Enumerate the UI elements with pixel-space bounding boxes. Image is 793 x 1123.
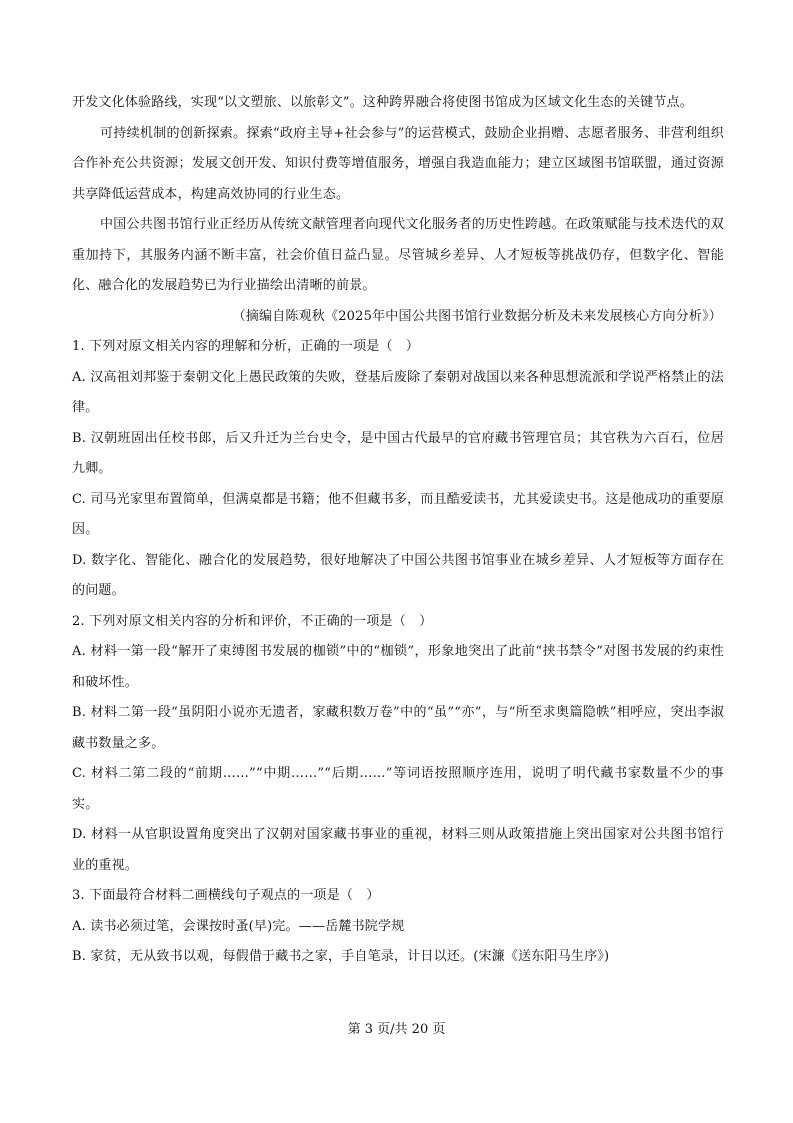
option-a: A. 汉高祖刘邦鉴于秦朝文化上愚民政策的失败，登基后废除了秦朝对战国以来各种思想流派和学说严格禁止的法律。 [72, 369, 724, 415]
option-b: B. 家贫，无从致书以观，每假借于藏书之家，手自笔录，计日以还。(宋濂《送东阳马生序》) [72, 949, 610, 964]
option-c: C. 材料二第二段的“前期……”“中期……”“后期……”等词语按照顺序连用，说明了明代藏书家数量不少的事实。 [72, 766, 724, 812]
passage-paragraph: 可持续机制的创新探索。探索“政府主导+社会参与”的运营模式，鼓励企业捐赠、志愿者服务、非营利组织合作补充公共资源；发展文创开发、知识付费等增值服务，增强自我造血能力；建立区域图书馆联盟，通过资源共享降低运营成本，构建高效协同的行业生态。 [72, 125, 724, 202]
passage-paragraph: 中国公共图书馆行业正经历从传统文献管理者向现代文化服务者的历史性跨越。在政策赋能与技术迭代的双重加持下，其服务内涵不断丰富，社会价值日益凸显。尽管城乡差异、人才短板等挑战仍存，但数字化、智能化、融合化的发展趋势已为行业描绘出清晰的前景。 [72, 217, 724, 293]
option-a: A. 读书必须过笔，会课按时蚤(早)完。——岳麓书院学规 [72, 918, 405, 934]
option-d: D. 材料一从官职设置角度突出了汉朝对国家藏书事业的重视，材料三则从政策措施上突出国家对公共图书馆行业的重视。 [72, 827, 724, 873]
passage [72, 88, 724, 973]
question-1 [72, 332, 724, 607]
question-3 [72, 881, 724, 973]
source-citation: （摘编自陈观秋《2025年中国公共图书馆行业数据分析及未来发展核心方向分析》） [232, 308, 722, 324]
passage-paragraph: 开发文化体验路线，实现“以文塑旅、以旅彰文”。这种跨界融合将使图书馆成为区域文化生态的关键节点。 [72, 95, 693, 110]
question-2 [72, 607, 724, 882]
question-stem: 2. 下列对原文相关内容的分析和评价，不正确的一项是（ ） [72, 613, 433, 629]
option-b: B. 汉朝班固出任校书郎，后又升迁为兰台史令，是中国古代最早的官府藏书管理官员；其官秩为六百石，位居九卿。 [72, 430, 724, 476]
page-number-footer: 第 3 页/共 20 页 [347, 1022, 446, 1037]
question-stem: 1. 下列对原文相关内容的理解和分析，正确的一项是（ ） [72, 339, 420, 354]
option-a: A. 材料一第一段“解开了束缚图书发展的枷锁”中的“枷锁”，形象地突出了此前“挟书禁令”对图书发展的约束性和破坏性。 [72, 644, 724, 690]
question-stem: 3. 下面最符合材料二画横线句子观点的一项是（ ） [72, 888, 380, 903]
option-d: D. 数字化、智能化、融合化的发展趋势，很好地解决了中国公共图书馆事业在城乡差异、人才短板等方面存在的问题。 [72, 552, 724, 598]
option-b: B. 材料二第一段“虽阴阳小说亦无遗者，家藏积数万卷”中的“虽”“亦”，与“所至求奥篇隐帙”相呼应，突出李淑藏书数量之多。 [72, 705, 724, 751]
option-c: C. 司马光家里布置简单，但满桌都是书籍；他不但藏书多，而且酷爱读书，尤其爱读史书。这是他成功的重要原因。 [72, 491, 724, 537]
